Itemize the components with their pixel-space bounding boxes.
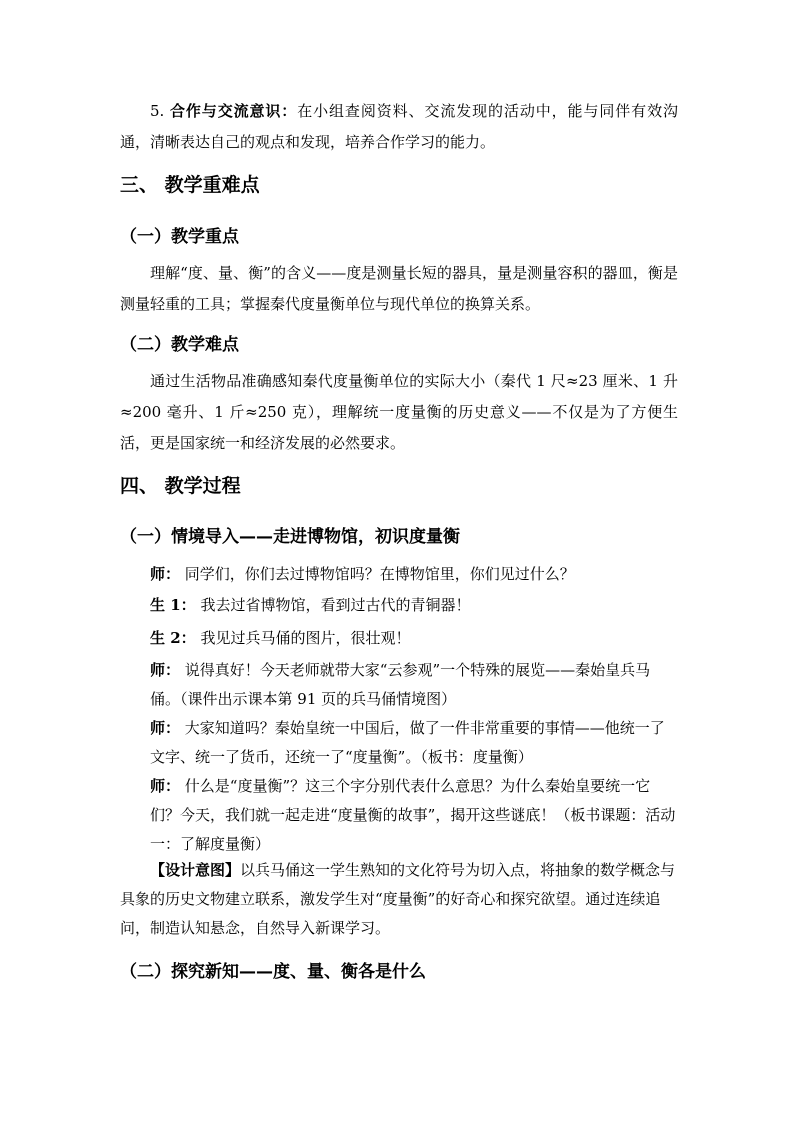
- design-intent-text: 以兵马俑这一学生熟知的文化符号为切入点，将抽象的数学概念与具象的历史文物建立联系，激发学生对“度量衡”的好奇心和探究欲望。通过连续追问，制造认知悬念，自然导入新课学习。: [120, 861, 676, 937]
- difficult-points-text: 通过生活物品准确感知秦代度量衡单位的实际大小（秦代 1 尺≈23 厘米、1 升≈200 毫升、1 斤≈250 克），理解统一度量衡的历史意义——不仅是为了方便生活，更是国家统一和经济发展的必然要求。: [120, 372, 678, 452]
- dialog-speaker: 师：: [150, 565, 181, 583]
- dialog-text: 说得真好！今天老师就带大家“云参观”一个特殊的展览——秦始皇兵马俑。（课件出示课本第 91 页的兵马俑情境图）: [150, 661, 651, 708]
- dialog-speaker: 生 2：: [150, 629, 196, 647]
- section-4-heading: 四、 教学过程: [120, 475, 241, 497]
- difficult-points-heading: （二）教学难点: [120, 335, 239, 355]
- part-2-heading: （二）探究新知——度、量、衡各是什么: [120, 962, 426, 982]
- part-1-heading: （一）情境导入——走进博物馆，初识度量衡: [120, 527, 460, 547]
- dialog-line: [150, 560, 678, 589]
- dialog-text: 大家知道吗？秦始皇统一中国后，做了一件非常重要的事情——他统一了文字、统一了货币，还统一了“度量衡”。（板书：度量衡）: [150, 719, 665, 766]
- key-points-text: 理解“度、量、衡”的含义——度是测量长短的器具，量是测量容积的器皿，衡是测量轻重的工具；掌握秦代度量衡单位与现代单位的换算关系。: [120, 264, 678, 313]
- dialog-line: [150, 656, 678, 714]
- dialog-text: 我去过省博物馆，看到过古代的青铜器！: [200, 596, 471, 614]
- section-3-heading: 三、 教学重难点: [120, 174, 260, 196]
- key-points-heading: （一）教学重点: [120, 227, 239, 247]
- item-label: 合作与交流意识：: [169, 102, 298, 120]
- dialog-text: 同学们，你们去过博物馆吗？在博物馆里，你们见过什么？: [184, 565, 575, 583]
- dialog-text: 什么是“度量衡”？这三个字分别代表什么意思？为什么秦始皇要统一它们？今天，我们就一起走进“度量衡的故事”，揭开这些谜底！（板书课题：活动一：了解度量衡）: [150, 777, 676, 853]
- design-intent-label: 【设计意图】: [150, 861, 241, 879]
- dialog-speaker: 师：: [150, 719, 181, 737]
- item-number: 5.: [150, 102, 170, 120]
- dialog-speaker: 师：: [150, 777, 181, 795]
- dialog-speaker: 师：: [150, 661, 181, 679]
- dialog-line: [150, 714, 678, 772]
- dialog-text: 我见过兵马俑的图片，很壮观！: [200, 629, 411, 647]
- item-text: 在小组查阅资料、交流发现的活动中，能与同伴有效沟通，清晰表达自己的观点和发现，培养合作学习的能力。: [120, 102, 678, 151]
- design-intent: [120, 856, 678, 943]
- objective-item-5: [120, 96, 678, 158]
- dialog-speaker: 生 1：: [150, 596, 196, 614]
- dialog-line: [150, 624, 678, 653]
- dialog-line: [150, 591, 678, 620]
- dialog-line: [150, 772, 678, 859]
